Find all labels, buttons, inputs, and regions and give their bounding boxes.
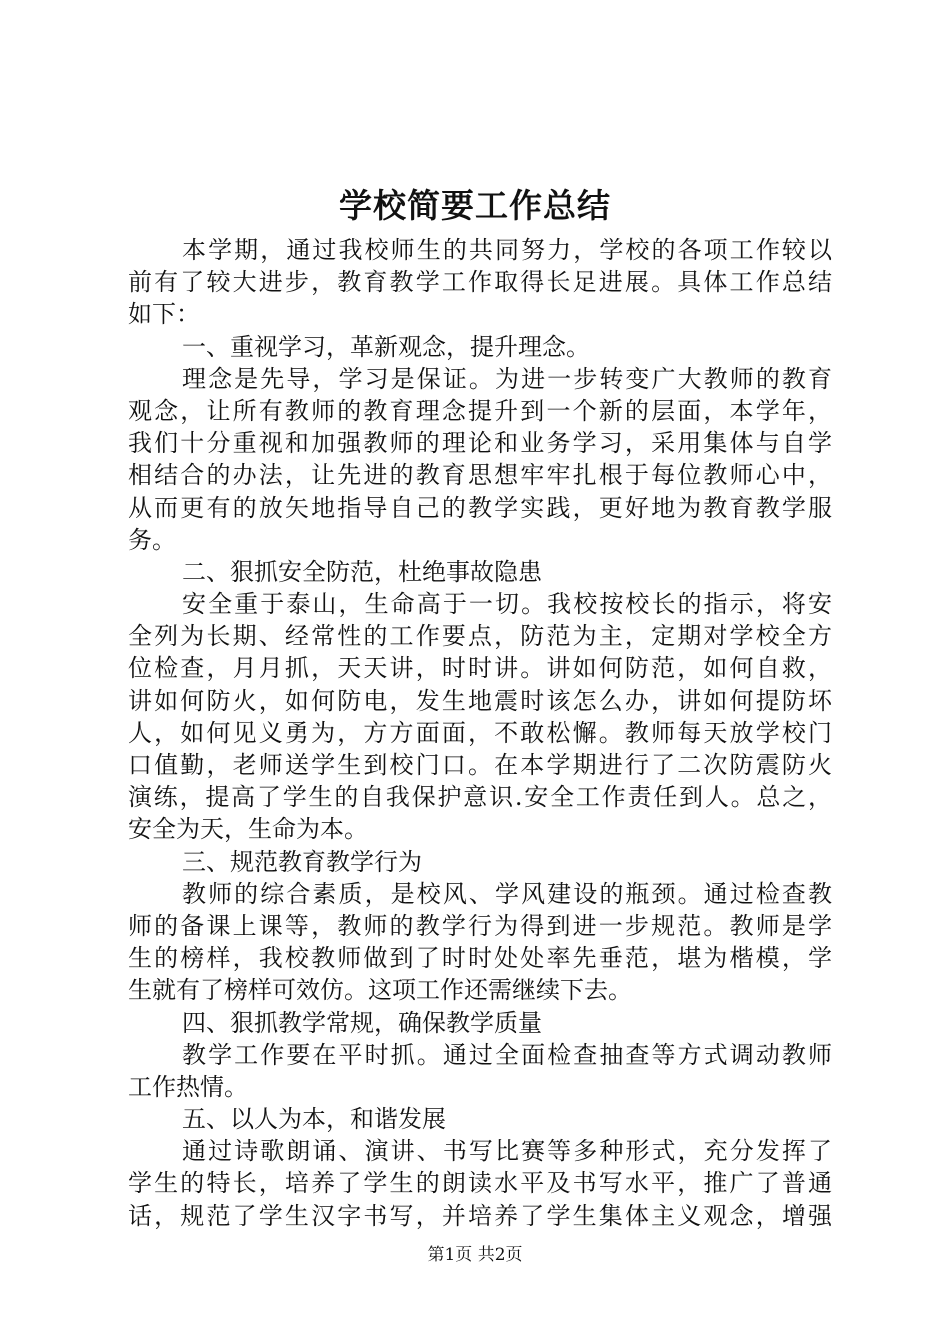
text-line: 安全为天，生命为本。 — [128, 815, 368, 844]
section-heading: 四、狠抓教学常规，确保教学质量 — [182, 1008, 542, 1037]
text-line: 我们十分重视和加强教师的理论和业务学习，采用集体与自学 — [128, 429, 832, 458]
section-heading: 三、规范教育教学行为 — [182, 847, 422, 876]
text-line: 生的榜样，我校教师做到了时时处处率先垂范，堪为楷模，学 — [128, 944, 832, 973]
text-line: 工作热情。 — [128, 1072, 248, 1101]
text-line: 前有了较大进步，教育教学工作取得长足进展。具体工作总结 — [128, 268, 832, 297]
text-line: 从而更有的放矢地指导自己的教学实践，更好地为教育教学服 — [128, 493, 832, 522]
text-line: 理念是先导，学习是保证。为进一步转变广大教师的教育 — [182, 364, 832, 393]
text-line: 如下： — [128, 300, 200, 329]
text-line: 学生的特长，培养了学生的朗读水平及书写水平，推广了普通 — [128, 1169, 832, 1198]
text-line: 师的备课上课等，教师的教学行为得到进一步规范。教师是学 — [128, 911, 832, 940]
text-line: 通过诗歌朗诵、演讲、书写比赛等多种形式，充分发挥了 — [182, 1137, 832, 1166]
text-line: 口值勤，老师送学生到校门口。在本学期进行了二次防震防火 — [128, 751, 832, 779]
text-line: 讲如何防火，如何防电，发生地震时该怎么办，讲如何提防坏 — [128, 686, 832, 715]
text-line: 安全重于泰山，生命高于一切。我校按校长的指示，将安 — [182, 590, 832, 619]
text-line: 生就有了榜样可效仿。这项工作还需继续下去。 — [128, 976, 632, 1005]
document-body — [128, 234, 832, 1232]
page-footer: 第1页 共2页 — [427, 1245, 523, 1265]
text-line: 人，如何见义勇为，方方面面，不敢松懈。教师每天放学校门 — [128, 718, 832, 747]
section-heading: 五、以人为本，和谐发展 — [182, 1105, 446, 1134]
text-line: 话，规范了学生汉字书写，并培养了学生集体主义观念，增强 — [128, 1201, 832, 1230]
section-heading: 一、重视学习，革新观念，提升理念。 — [182, 332, 590, 361]
text-line: 位检查，月月抓，天天讲，时时讲。讲如何防范，如何自救， — [128, 654, 832, 683]
document-title: 学校简要工作总结 — [339, 186, 611, 225]
text-line: 教师的综合素质，是校风、学风建设的瓶颈。通过检查教 — [182, 879, 832, 908]
text-line: 全列为长期、经常性的工作要点，防范为主，定期对学校全方 — [128, 622, 832, 651]
section-heading: 二、狠抓安全防范，杜绝事故隐患 — [182, 557, 542, 586]
text-line: 本学期，通过我校师生的共同努力，学校的各项工作较以 — [182, 236, 832, 264]
text-line: 演练，提高了学生的自我保护意识.安全工作责任到人。总之， — [128, 783, 832, 812]
text-line: 观念，让所有教师的教育理念提升到一个新的层面，本学年， — [128, 396, 832, 425]
text-line: 教学工作要在平时抓。通过全面检查抽查等方式调动教师 — [182, 1040, 832, 1069]
text-line: 务。 — [128, 525, 176, 554]
text-line: 相结合的办法，让先进的教育思想牢牢扎根于每位教师心中， — [128, 461, 832, 490]
